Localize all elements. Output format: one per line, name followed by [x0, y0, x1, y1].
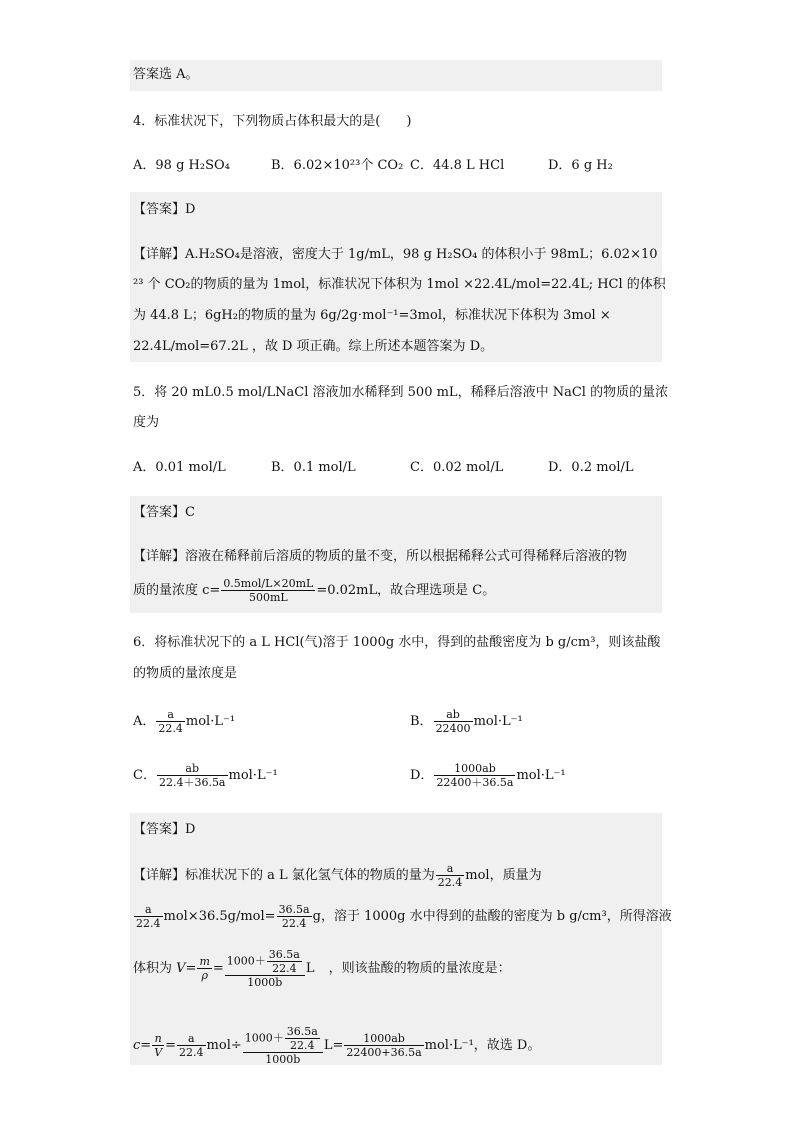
q6-option-b-numerator: ab [446, 708, 460, 721]
q6-detail-line-4 [133, 1025, 540, 1066]
q6-d2-numerator-1: a [144, 903, 152, 916]
q5-option-c: C．0.02 mol/L [410, 460, 504, 475]
q4-option-d: D．6 g H₂ [548, 158, 613, 173]
q5-option-b: B．0.1 mol/L [271, 460, 356, 475]
q6-option-a-denominator: 22.4 [158, 722, 183, 735]
q6-d3-inner-fraction [267, 948, 302, 975]
q6-d4-eq1: = [140, 1038, 152, 1053]
q6-d3-prefix: 体积为 [133, 961, 173, 976]
q6-d3-m-over-rho [197, 955, 211, 982]
q6-option-b-unit: mol·L⁻¹ [473, 714, 523, 729]
q6-d4-volume-denominator: 1000b [243, 1052, 323, 1066]
q6-option-a-label: A． [133, 714, 156, 729]
q6-d4-suffix: mol·L⁻¹，故选 D。 [424, 1038, 541, 1053]
q6-option-b [410, 708, 523, 735]
q6-d2-fraction-1 [134, 903, 163, 930]
q6-option-a [133, 708, 235, 735]
q4-answer: 【答案】D [133, 202, 196, 217]
q6-option-b-fraction [434, 708, 473, 735]
q6-d3-V: V [176, 961, 186, 976]
q6-d4-a: a [188, 1032, 195, 1045]
q6-d2-denominator-2: 22.4 [277, 916, 312, 930]
q6-d3-num-c: 22.4 [267, 961, 302, 975]
q6-d4-volume-fraction [243, 1025, 323, 1066]
q6-d4-eq2: = [165, 1038, 177, 1053]
q6-answer: 【答案】D [133, 822, 196, 837]
q6-option-a-fraction [156, 708, 185, 735]
q6-d4-224: 22.4 [179, 1046, 204, 1059]
q6-stem-line-2: 的物质的量浓度是 [133, 666, 238, 681]
q6-d4-num-c: 22.4 [285, 1038, 320, 1052]
q5-option-d: D．0.2 mol/L [548, 460, 634, 475]
q4-detail-line-4: 22.4L/mol=67.2L ，故 D 项正确。综上所述本题答案为 D。 [133, 339, 494, 354]
q6-detail-line-2 [133, 903, 672, 930]
q6-option-c-fraction [157, 762, 228, 789]
q5-fraction-denominator: 500mL [221, 590, 315, 604]
q6-option-d-unit: mol·L⁻¹ [516, 768, 566, 783]
q6-d3-num-a: 1000＋ [226, 954, 266, 968]
q5-answer: 【答案】C [133, 505, 195, 520]
q6-d1-suffix: mol，质量为 [465, 868, 542, 883]
q6-option-a-unit: mol·L⁻¹ [185, 714, 236, 729]
q4-option-b: B．6.02×10²³个 CO₂ [271, 158, 404, 173]
q6-detail-line-1 [133, 862, 542, 889]
q6-d4-volume-numerator [243, 1025, 323, 1052]
q4-detail-line-2: ²³ 个 CO₂的物质的量为 1mol，标准状况下体积为 1mol ×22.4L/mol=22.4L; HCl 的体积 [133, 277, 666, 292]
q6-option-d [410, 762, 566, 789]
q6-option-b-denominator: 22400 [435, 722, 471, 735]
q5-detail-suffix: =0.02mL，故合理选项是 C。 [316, 583, 496, 598]
q6-option-d-numerator: 1000ab [454, 762, 496, 775]
q5-detail-prefix: 质的量浓度 c= [133, 583, 221, 598]
q6-d3-eq2: = [212, 961, 224, 976]
q6-option-a-numerator: a [167, 708, 174, 721]
q6-d3-m: m [199, 955, 210, 968]
q6-d4-V: V [154, 1046, 163, 1059]
q6-d1-denominator: 22.4 [437, 876, 463, 889]
q5-detail-line-1: 【详解】溶液在稀释前后溶质的物质的量不变，所以根据稀释公式可得稀释后溶液的物 [133, 549, 628, 564]
q6-d2-denominator-1: 22.4 [136, 917, 161, 930]
q6-d2-middle: mol×36.5g/mol= [163, 909, 276, 924]
top-answer-text: 答案选 A。 [133, 67, 199, 82]
q4-detail-line-1: 【详解】A.H₂SO₄是溶液，密度大于 1g/mL，98 g H₂SO₄ 的体积小于 98mL；6.02×10 [133, 247, 658, 262]
q6-d2-fraction-2 [277, 903, 312, 930]
q5-stem-line-1: 5．将 20 mL0.5 mol/LNaCl 溶液加水稀释到 500 mL，稀释后溶液中 NaCl 的物质的量浓 [133, 385, 669, 400]
q6-option-c-label: C． [133, 768, 156, 783]
q6-option-c [133, 762, 278, 789]
q6-d3-eq: = [185, 961, 197, 976]
q6-d4-num-b: 36.5a [286, 1025, 318, 1038]
q6-d4-L: L [323, 1038, 333, 1053]
q6-d4-num-a: 1000＋ [244, 1031, 284, 1045]
q6-d4-result-denominator: 22400+36.5a [346, 1046, 422, 1059]
q6-d3-rho: ρ [197, 968, 211, 982]
q6-option-d-label: D． [410, 768, 434, 783]
q5-detail-line-2 [133, 577, 495, 604]
q6-option-d-fraction [434, 762, 515, 789]
q4-option-c: C．44.8 L HCl [410, 158, 505, 173]
q6-option-c-denominator: 22.4＋36.5a [158, 776, 226, 789]
q6-d3-suffix: ，则该盐酸的物质的量浓度是： [328, 961, 511, 976]
q5-dilution-fraction [221, 577, 315, 604]
q6-d3-volume-numerator [225, 948, 305, 975]
q6-d3-volume-fraction [225, 948, 305, 989]
q6-d4-n-over-V [152, 1032, 164, 1059]
q6-d2-suffix: g，溶于 1000g 水中得到的盐酸的密度为 b g/cm³，所得溶液 [312, 909, 672, 924]
q6-d4-result-fraction [344, 1032, 423, 1059]
q6-option-c-unit: mol·L⁻¹ [228, 768, 278, 783]
q4-detail-line-3: 为 44.8 L；6gH₂的物质的量为 6g/2g⋅mol⁻¹=3mol，标准状况下体积为 3mol × [133, 308, 611, 323]
q6-d4-inner-fraction [285, 1025, 320, 1052]
q6-option-c-numerator: ab [185, 762, 200, 775]
q6-option-b-label: B． [410, 714, 433, 729]
q6-d3-num-b: 36.5a [268, 948, 300, 961]
q5-stem-line-2: 度为 [133, 415, 160, 430]
q6-d3-unit: L [305, 961, 315, 976]
q6-d1-numerator: a [446, 862, 454, 875]
q6-d4-mol: mol÷ [206, 1038, 242, 1053]
q6-d4-a-fraction [177, 1032, 206, 1059]
q4-option-a: A．98 g H₂SO₄ [133, 158, 230, 173]
q6-stem-line-1: 6．将标准状况下的 a L HCl(气)溶于 1000g 水中，得到的盐酸密度为 b g/cm³，则该盐酸 [133, 635, 661, 650]
q4-stem: 4．标准状况下，下列物质占体积最大的是( ) [133, 114, 412, 129]
answer-block-top [130, 60, 662, 91]
q5-option-a: A．0.01 mol/L [133, 460, 226, 475]
q6-d1-prefix: 【详解】标准状况下的 a L 氯化氢气体的物质的量为 [133, 868, 435, 883]
q6-d4-c: c [133, 1038, 141, 1053]
q5-fraction-numerator: 0.5mol/L×20mL [223, 577, 314, 590]
q6-detail-line-3 [133, 948, 511, 989]
q6-d4-result-numerator: 1000ab [363, 1032, 405, 1045]
q6-d4-eq3: = [332, 1038, 344, 1053]
q6-option-d-denominator: 22400＋36.5a [436, 776, 514, 789]
q6-d2-numerator-2: 36.5a [278, 903, 310, 916]
q6-d1-fraction [436, 862, 465, 889]
q6-d4-n: n [154, 1032, 162, 1045]
q6-d3-volume-denominator: 1000b [225, 975, 305, 989]
